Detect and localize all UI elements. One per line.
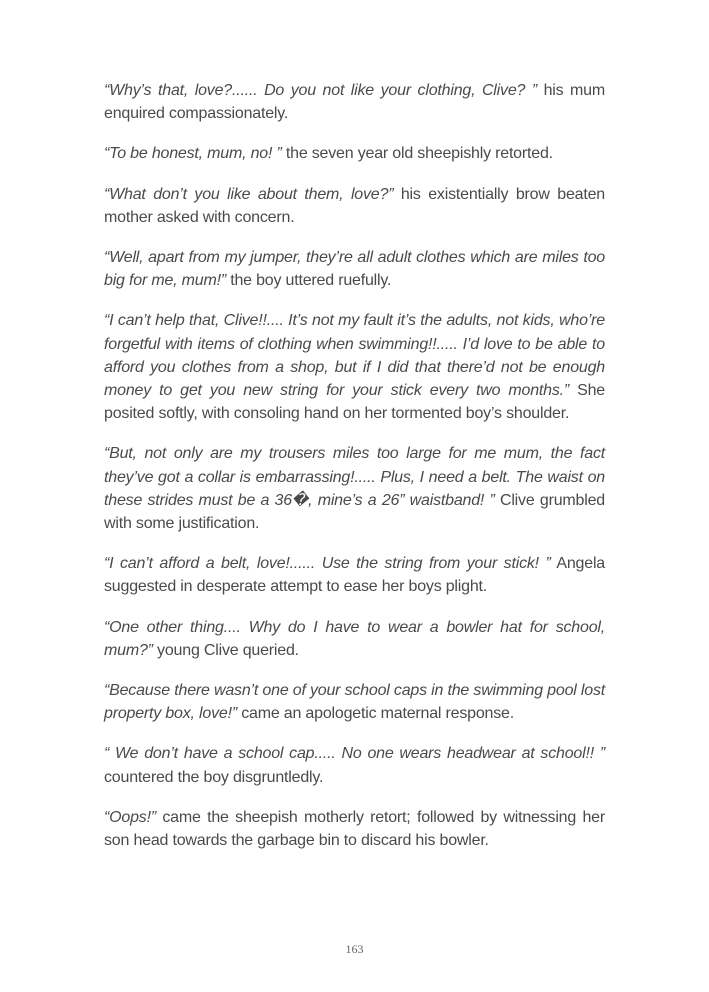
paragraph [104, 679, 605, 725]
paragraph [104, 442, 605, 535]
dialogue: “I can’t afford a belt, love!...... Use the string from your stick! ” [104, 555, 551, 573]
page-number: 163 [345, 942, 364, 956]
paragraph [104, 616, 605, 662]
paragraph [104, 183, 605, 229]
narration: Clive grumbled with some justification. [104, 491, 605, 533]
dialogue: “But, not only are my trousers miles too large for me mum, the fact they’ve got a collar is embarrassing!..... Plus, I need a belt. The waist on these strides must be a 36�, mine’s a 26” waistband! ” [104, 445, 605, 509]
paragraph [104, 142, 605, 165]
dialogue: “What don’t you like about them, love?” [104, 185, 394, 203]
paragraph [104, 742, 605, 788]
narration: young Clive queried. [152, 641, 299, 659]
paragraph [104, 309, 605, 425]
narration: came an apologetic maternal response. [236, 705, 514, 723]
dialogue: “To be honest, mum, no! ” [104, 145, 282, 163]
dialogue: “Why’s that, love?...... Do you not like your clothing, Clive? ” [104, 82, 537, 99]
dialogue: “One other thing.... Why do I have to wear a bowler hat for school, mum?” [104, 618, 605, 659]
paragraph [104, 79, 605, 125]
dialogue: “Because there wasn’t one of your school caps in the swimming pool lost property box, love!” [104, 682, 605, 723]
body-text [104, 79, 605, 869]
narration: the boy uttered ruefully. [225, 272, 392, 290]
narration: She posited softly, with consoling hand on her tormented boy’s shoulder. [104, 382, 605, 423]
narration: countered the boy disgruntledly. [104, 768, 324, 786]
narration: came the sheepish motherly retort; followed by witnessing her son head towards the garbage bin to discard his bowler. [104, 808, 605, 850]
paragraph [104, 246, 605, 292]
dialogue: “Well, apart from my jumper, they’re all adult clothes which are miles too big for me, mum!” [104, 249, 605, 290]
narration: Angela suggested in desperate attempt to ease her boys plight. [104, 555, 605, 596]
dialogue: “ We don’t have a school cap..... No one wears headwear at school!! ” [104, 745, 605, 763]
narration: his existentially brow beaten mother asked with concern. [104, 185, 605, 226]
narration: his mum enquired compassionately. [104, 82, 605, 123]
paragraph [104, 806, 605, 852]
narration: the seven year old sheepishly retorted. [281, 145, 553, 163]
dialogue: “Oops!” [104, 808, 156, 826]
paragraph [104, 552, 605, 598]
dialogue: “I can’t help that, Clive!!.... It’s not my fault it’s the adults, not kids, who’re forgetful with items of clothing when swimming!!..... I’d love to be able to afford you clothes from a shop, but if I did that there’d not be enough money to get you new string for your stick every two months.” [104, 312, 605, 400]
